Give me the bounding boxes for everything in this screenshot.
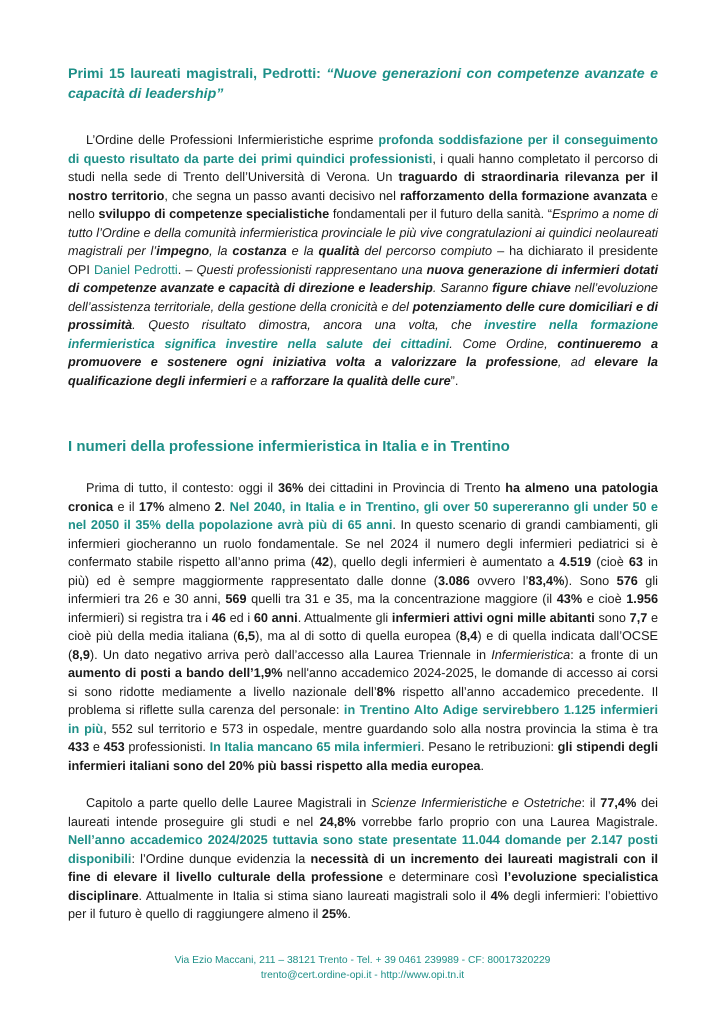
para2-run: infermieri attivi ogni mille abitanti <box>391 610 595 625</box>
page-footer <box>0 953 725 983</box>
para1-run: e la <box>286 244 319 258</box>
para1-run: Questi professionisti rappresentano una <box>196 262 427 277</box>
para2-run: 1.956 <box>626 592 658 606</box>
para1-run: , che segna un passo avanti decisivo nel <box>164 188 400 203</box>
para2-run: ), ma al di sotto di quella europea ( <box>255 629 460 643</box>
para1-run: , ad <box>557 355 595 369</box>
section-heading-numbers: I numeri della professione infermieristica in Italia e in Trentino <box>68 438 510 455</box>
para2-run: ). Sono <box>564 573 617 588</box>
para2-run: e cioè <box>582 592 627 606</box>
para1-run: e a <box>246 373 272 388</box>
para3-run: : il <box>581 796 601 810</box>
para2-run: e <box>89 740 104 754</box>
paragraph-master-degrees <box>68 794 658 924</box>
para1-run: impegno <box>156 244 210 258</box>
para2-run: 43% <box>556 592 583 606</box>
para3-run: necessità di un incremento dei laureati magistrali con il fine di elevare il livello culturale della professione <box>68 851 659 884</box>
para1-run: L’Ordine delle Professioni Infermieristiche esprime <box>86 133 379 147</box>
para2-run: . <box>480 758 484 773</box>
para2-run: sono <box>594 610 630 625</box>
para2-run: 60 anni <box>253 610 298 625</box>
para1-run: . Come Ordine, <box>449 336 558 351</box>
para1-run: nell’evoluzione dell’assistenza territoriale, della gestione della cronicità e del <box>68 281 658 314</box>
para2-run: in più) ed è sempre maggiormente rappresentato dalle donne ( <box>68 555 658 588</box>
para1-run: investire nella formazione infermieristica significa investire nella salute dei cittadini <box>68 318 658 351</box>
para2-run: 46 <box>211 610 226 625</box>
para2-run: 8,9 <box>72 647 90 662</box>
article-title <box>68 64 658 104</box>
para2-run: 433 <box>68 740 90 754</box>
para3-run: . <box>347 907 351 921</box>
para2-run: 3.086 <box>438 573 470 588</box>
article-title-plain: Primi 15 laureati magistrali, Pedrotti: <box>68 66 327 82</box>
para2-run: infermieri) si registra tra i <box>68 610 212 625</box>
para1-run: costanza <box>232 244 287 258</box>
para2-run: e cioè più della media italiana ( <box>68 610 658 643</box>
paragraph-statistics <box>68 479 658 775</box>
para3-run: dei laureati intende proseguire gli studi e nel <box>68 796 658 829</box>
footer-address: Via Ezio Maccani, 211 – 38121 Trento - Tel. + 39 0461 239989 - CF: 80017320229 <box>174 955 551 966</box>
para2-run: . In questo scenario di grandi cambiamenti, gli infermieri giocheranno un ruolo fondamentale. Se nel 2024 il numero degli infermieri pediatrici si è confermato stabile rispetto all’anno prima ( <box>68 518 658 569</box>
para1-run: fondamentali per il futuro della sanità. “ <box>329 207 552 221</box>
para3-run: Nell’anno accademico 2024/2025 tuttavia sono state presentate 11.044 domande per 2.147 posti disponibili <box>68 833 658 866</box>
para2-run: 42 <box>314 555 330 569</box>
para2-run: dei cittadini in Provincia di Trento <box>303 481 506 495</box>
para2-run: 2 <box>214 499 222 514</box>
para1-run: profonda soddisfazione per il conseguimento di questo risultato da parte dei primi quindici professionisti <box>68 133 659 166</box>
para1-run: del percorso compiuto <box>359 244 493 258</box>
para1-run: potenziamento delle cure domiciliari e di prossimità <box>68 299 658 332</box>
para2-run: Infermieristica <box>491 647 571 662</box>
para2-run: 36% <box>277 481 304 495</box>
para2-run: : a fronte di un <box>570 647 658 662</box>
para2-run: ) e di quella indicata dall’OCSE ( <box>68 629 659 662</box>
para2-run: ovvero l’ <box>469 573 529 588</box>
para1-run: rafforzamento della formazione avanzata <box>399 188 647 203</box>
para1-run: . Saranno <box>432 281 493 295</box>
para3-run: e determinare così <box>382 870 505 884</box>
para2-run: Nel 2040, in Italia e in Trentino, gli over 50 supereranno gli under 50 e nel 2050 il 35% della popolazione avrà più di 65 anni <box>68 499 658 532</box>
para1-run: , la <box>209 244 233 258</box>
para3-run: degli infermieri: l’obiettivo per il futuro è quello di raggiungere almeno il <box>68 888 658 921</box>
para2-run: aumento di posti a bando dell’1,9% <box>68 666 283 680</box>
para3-run: 4% <box>490 888 509 903</box>
para1-run: Esprimo a nome di tutto l’Ordine e della comunità infermieristica provinciale le più vive congratulazioni ai quindici neolaureati magistrali per l’ <box>68 207 658 258</box>
para2-run: rispetto all’anno accademico precedente. Il problema si riflette sulla carenza del personale: <box>68 684 658 717</box>
para2-run: 8% <box>376 684 395 699</box>
para2-run: 4.519 <box>559 555 592 569</box>
para2-run: gli stipendi degli infermieri italiani sono del 20% più bassi rispetto alla media europea <box>68 740 658 773</box>
para2-run: 63 <box>628 555 643 569</box>
para1-run: – ha dichiarato il presidente OPI <box>68 244 659 277</box>
para2-run: 569 <box>225 592 247 606</box>
para2-run: . Pesano le retribuzioni: <box>421 740 558 754</box>
para2-run: ), quello degli infermieri è aumentato a <box>329 555 560 569</box>
para2-run: , 552 sul territorio e 573 in ospedale, mentre guardando solo alla nostra provincia la stima è tra <box>103 721 658 736</box>
para1-run: , i quali hanno completato il percorso di studi nella sede di Trento dell’Università di Verona. Un <box>68 151 658 184</box>
para2-run: ). Un dato negativo arriva però dall’accesso alla Laurea Triennale in <box>89 647 492 662</box>
para2-run: e il <box>113 499 139 514</box>
para1-run: elevare la qualificazione degli infermieri <box>68 355 658 388</box>
para2-run: ed i <box>225 610 254 625</box>
para3-run: Scienze Infermieristiche e Ostetriche <box>371 796 582 810</box>
para1-run: sviluppo di competenze specialistiche <box>98 207 330 221</box>
para1-run: continueremo a promuovere e sostenere ogni iniziativa volta a valorizzare la professione <box>68 336 658 369</box>
document-body <box>68 64 658 924</box>
para3-run: vorrebbe farlo proprio con una Laurea Magistrale. <box>355 814 658 829</box>
para2-run: 83,4% <box>528 573 565 588</box>
para2-run: . Attualmente gli <box>297 610 392 625</box>
para2-run: 6,5 <box>237 629 256 643</box>
para3-run: . Attualmente in Italia si stima siano laureati magistrali solo il <box>138 888 491 903</box>
para2-run: nell'anno accademico 2024-2025, le domande di accesso ai corsi si sono ridotte mediamente a livello nazionale dell’ <box>68 666 658 699</box>
para3-run: l’evoluzione specialistica disciplinare <box>68 870 659 903</box>
para2-run: 453 <box>103 740 125 754</box>
para2-run: In Italia mancano 65 mila infermieri <box>209 740 422 754</box>
para1-run: Daniel Pedrotti <box>93 262 178 277</box>
para2-run: 8,4 <box>459 629 478 643</box>
para2-run: (cioè <box>591 555 629 569</box>
article-title-quote: “Nuove generazioni con competenze avanzate e capacità di leadership” <box>68 66 658 102</box>
para2-run: Prima di tutto, il contesto: oggi il <box>86 481 278 495</box>
para2-run: in Trentino Alto Adige servirebbero 1.125 infermieri in più <box>68 703 658 736</box>
para3-run: 77,4% <box>600 796 637 810</box>
para1-run: figure chiave <box>492 281 571 295</box>
para1-run: . Questo risultato dimostra, ancora una volta, che <box>132 318 485 332</box>
para2-run: 7,7 <box>629 610 648 625</box>
para3-run: 24,8% <box>319 814 356 829</box>
para3-run: Capitolo a parte quello delle Lauree Magistrali in <box>86 796 372 810</box>
para3-run: : l’Ordine dunque evidenzia la <box>131 851 311 866</box>
para1-run: rafforzare la qualità delle cure <box>271 373 451 388</box>
para1-run: nuova generazione di infermieri dotati di competenze avanzate e capacità di direzione e leadership <box>68 262 658 295</box>
para1-run: . – <box>177 262 197 277</box>
para2-run: 576 <box>616 573 638 588</box>
para1-run: ”. <box>450 373 459 388</box>
para2-run: . <box>221 499 230 514</box>
para2-run: gli infermieri tra 26 e 30 anni, <box>68 573 658 606</box>
para2-run: 17% <box>138 499 165 514</box>
para2-run: almeno <box>164 499 215 514</box>
para1-run: traguardo di straordinaria rilevanza per il nostro territorio <box>68 170 658 203</box>
paragraph-congratulations <box>68 131 658 390</box>
para1-run: qualità <box>318 244 360 258</box>
para1-run: e nello <box>68 188 658 221</box>
para2-run: professionisti. <box>124 740 210 754</box>
para2-run: quelli tra 31 e 35, ma la concentrazione maggiore (il <box>246 592 557 606</box>
para2-run: ha almeno una patologia cronica <box>68 481 658 514</box>
footer-contacts: trento@cert.ordine-opi.it - http://www.opi.tn.it <box>260 970 465 981</box>
para3-run: 25% <box>321 907 348 921</box>
